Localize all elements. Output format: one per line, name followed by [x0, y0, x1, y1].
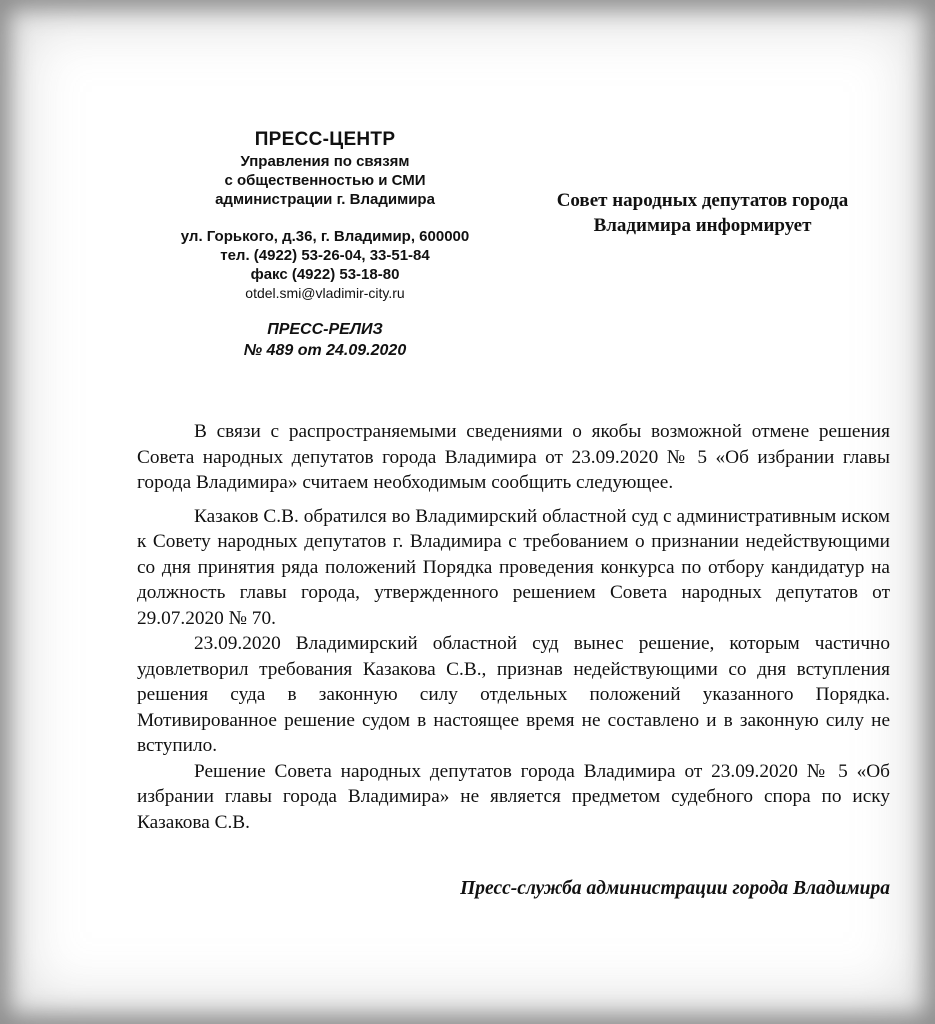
department-line-2: с общественностью и СМИ	[224, 172, 426, 189]
postal-address: ул. Горького, д.36, г. Владимир, 600000	[180, 228, 470, 245]
body-paragraph-1: В связи с распространяемыми сведениями о якобы возможной отмене решения Совета народных депутатов города Владимира от 23.09.2020 № 5 «Об избрании главы города Владимира» считаем необходимым сообщить следующее.	[137, 421, 890, 493]
press-release-number: № 489 от 24.09.2020	[243, 342, 407, 359]
body-paragraph-4: Решение Совета народных депутатов города Владимира от 23.09.2020 № 5 «Об избрании главы города Владимира» не является предметом судебного спора по иску Казакова С.В.	[137, 760, 890, 833]
body-paragraph-2: Казаков С.В. обратился во Владимирский областной суд с административным иском к Совету народных депутатов г. Владимира с требованием о признании недействующими со дня принятия ряда положений Порядка проведения конкурса по отбору кандидатур на должность главы города, утвержденного решением Совета народных депутатов от 29.07.2020 № 70.	[137, 505, 890, 629]
department-line-1: Управления по связям	[240, 153, 410, 170]
body-paragraph-3: 23.09.2020 Владимирский областной суд вынес решение, которым частично удовлетворил требования Казакова С.В., признав недействующими со дня вступления решения суда в законную силу отдельных положений указанного Порядка. Мотивированное решение судом в настоящее время не составлено и в законную силу не вступило.	[137, 633, 890, 756]
fax-number: факс (4922) 53-18-80	[250, 266, 400, 283]
signature: Пресс-служба администрации города Владимира	[460, 878, 890, 899]
email-address: otdel.smi@vladimir-city.ru	[245, 285, 405, 301]
press-center-title: ПРЕСС-ЦЕНТР	[254, 129, 396, 150]
document-body	[137, 419, 890, 835]
press-release-label: ПРЕСС-РЕЛИЗ	[267, 321, 383, 338]
department-line-3: администрации г. Владимира	[215, 191, 435, 208]
phone-numbers: тел. (4922) 53-26-04, 33-51-84	[220, 247, 430, 264]
heading-line-1: Совет народных депутатов города	[556, 190, 849, 211]
document-heading	[520, 188, 885, 238]
heading-line-2: Владимира информирует	[593, 215, 812, 236]
press-center-header	[150, 128, 500, 361]
